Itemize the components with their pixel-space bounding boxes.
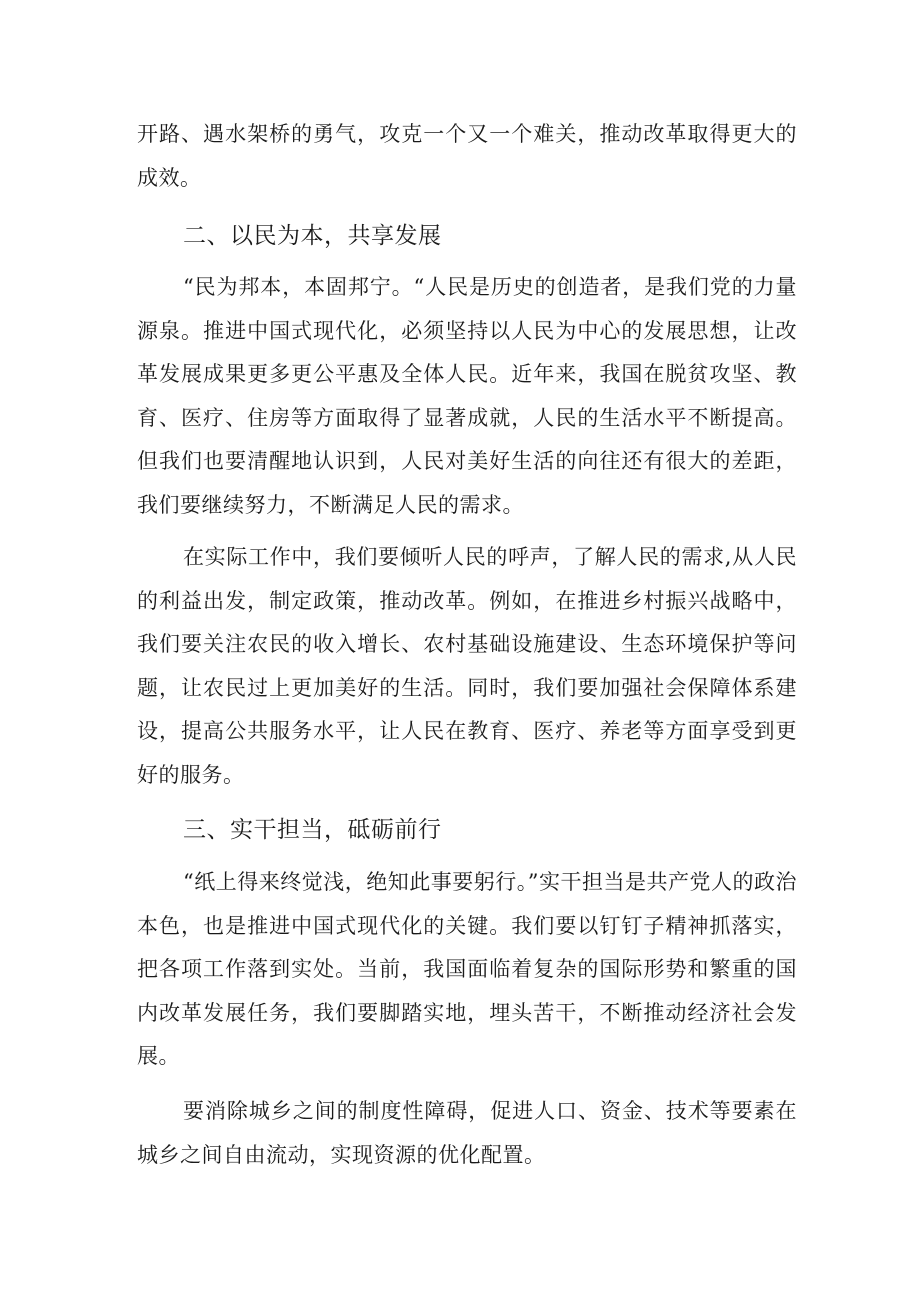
- section-heading-3: 三、实干担当，砥砺前行: [183, 817, 442, 843]
- paragraph-continued: 开路、遇水架桥的勇气，攻克一个又一个难关，推动改革取得更大的成效。: [137, 122, 797, 190]
- section-2-paragraph-2: 在实际工作中，我们要倾听人民的呼声，了解人民的需求,从人民的利益出发，制定政策，推动改革。例如，在推进乡村振兴战略中，我们要关注农民的收入增长、农村基础设施建设、生态环境保护等问题，让农民过上更加美好的生活。同时，我们要加强社会保障体系建设，提高公共服务水平，让人民在教育、医疗、养老等方面享受到更好的服务。: [137, 545, 797, 787]
- section-heading-2: 二、以民为本，共享发展: [183, 223, 442, 249]
- section-2-paragraph-1: “民为邦本，本固邦宁。“人民是历史的创造者，是我们党的力量源泉。推进中国式现代化，必须坚持以人民为中心的发展思想，让改革发展成果更多更公平惠及全体人民。近年来，我国在脱贫攻坚、教育、医疗、住房等方面取得了显著成就，人民的生活水平不断提高。但我们也要清醒地认识到，人民对美好生活的向往还有很大的差距，我们要继续努力，不断满足人民的需求。: [137, 275, 797, 517]
- section-3-paragraph-1: “纸上得来终觉浅，绝知此事要躬行。”实干担当是共产党人的政治本色，也是推进中国式现代化的关键。我们要以钉钉子精神抓落实，把各项工作落到实处。当前，我国面临着复杂的国际形势和繁重的国内改革发展任务，我们要脚踏实地，埋头苦干，不断推动经济社会发展。: [137, 870, 797, 1068]
- section-3-paragraph-2: 要消除城乡之间的制度性障碍，促进人口、资金、技术等要素在城乡之间自由流动，实现资源的优化配置。: [137, 1099, 797, 1167]
